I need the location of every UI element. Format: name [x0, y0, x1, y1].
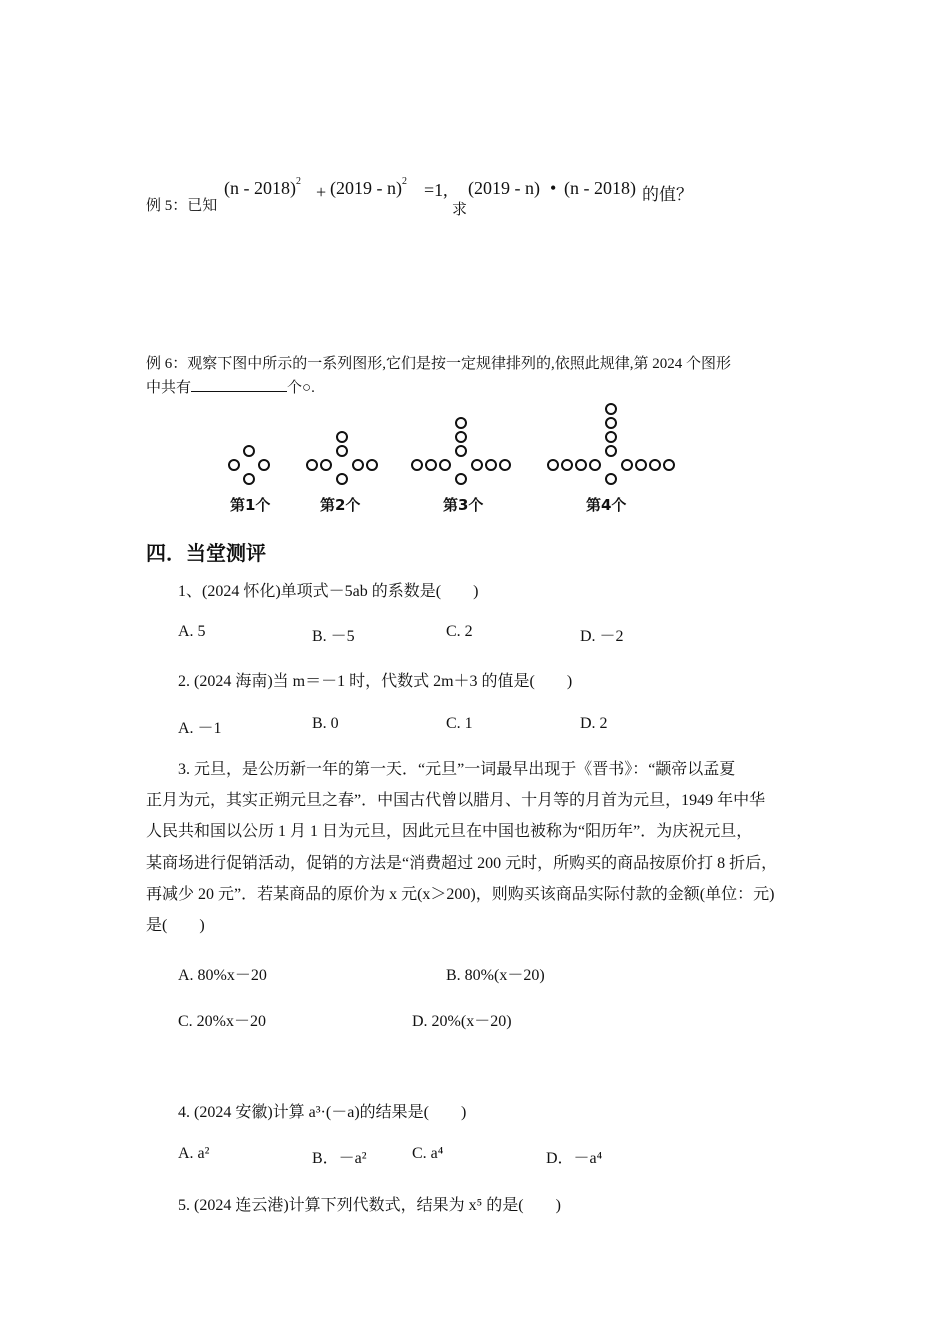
- circle: [320, 459, 332, 471]
- formula-term4: (n - 2018): [564, 178, 636, 198]
- example5-label: 例 5：已知: [146, 198, 218, 214]
- q3-option-c: C. 20%x－20: [178, 1013, 267, 1030]
- circle: [366, 459, 378, 471]
- figure-caption: 第3个: [443, 496, 484, 514]
- term1-exponent: 2: [295, 176, 301, 187]
- answer-blank: [191, 377, 287, 392]
- circle: [336, 445, 348, 457]
- circle: [649, 459, 661, 471]
- circle: [243, 445, 255, 457]
- question-3-line: 某商场进行促销活动，促销的方法是“消费超过 200 元时，所购买的商品按原价打 8 折后，: [146, 855, 778, 872]
- formula-term3: (2019 - n): [468, 178, 540, 198]
- example6-line2-post: 个○.: [287, 380, 315, 396]
- circle: [499, 459, 511, 471]
- question-3-line: 正月为元，其实正朔元旦之春”．中国古代曾以腊月、十月等的月首为元旦，1949 年中华: [146, 792, 766, 809]
- formula-term1: [224, 178, 301, 199]
- q2-option-d: D. 2: [580, 715, 608, 732]
- question-5: 5. (2024 连云港)计算下列代数式，结果为 x⁵ 的是( ): [178, 1197, 561, 1214]
- q4-option-b: B．－a²: [312, 1150, 367, 1167]
- example5: [146, 176, 706, 216]
- circle: [589, 459, 601, 471]
- question-4: 4. (2024 安徽)计算 a³·(－a)的结果是( ): [178, 1104, 467, 1121]
- circle: [605, 445, 617, 457]
- circle: [352, 459, 364, 471]
- circle: [258, 459, 270, 471]
- circle: [635, 459, 647, 471]
- question-3-line: 是( ): [146, 917, 205, 934]
- question-3-line: 人民共和国以公历 1 月 1 日为元旦，因此元旦在中国也被称为“阳历年”．为庆祝元旦，: [146, 823, 753, 840]
- circle: [621, 459, 633, 471]
- term2-base: (2019 - n): [330, 178, 402, 198]
- example5-tail: 的值？: [642, 185, 693, 204]
- ask-label: 求: [452, 202, 468, 218]
- q2-option-c: C. 1: [446, 715, 473, 732]
- circle: [663, 459, 675, 471]
- q1-option-d: D. －2: [580, 628, 624, 645]
- circle: [411, 459, 423, 471]
- circle: [605, 431, 617, 443]
- figure-caption: 第1个: [230, 496, 271, 514]
- dot-operator: •: [550, 178, 557, 198]
- q4-option-a: A. a²: [178, 1145, 210, 1162]
- q3-option-a: A. 80%x－20: [178, 967, 267, 984]
- circle: [547, 459, 559, 471]
- q4-option-c: C. a⁴: [412, 1145, 444, 1162]
- plus-sign: +: [316, 182, 327, 202]
- question-1: 1、(2024 怀化)单项式－5ab 的系数是( ): [178, 583, 479, 600]
- q4-option-d: D．－a⁴: [546, 1150, 603, 1167]
- section-title: 四．当堂测评: [146, 541, 266, 565]
- q1-option-b: B. －5: [312, 628, 355, 645]
- q2-option-a: A. －1: [178, 720, 222, 737]
- question-2: 2. (2024 海南)当 m＝－1 时，代数式 2m＋3 的值是( ): [178, 673, 573, 690]
- circle: [336, 473, 348, 485]
- figure-caption: 第2个: [320, 496, 361, 514]
- circle: [439, 459, 451, 471]
- circle: [455, 473, 467, 485]
- term2-exponent: 2: [401, 176, 407, 187]
- circle: [575, 459, 587, 471]
- circle: [561, 459, 573, 471]
- q2-option-b: B. 0: [312, 715, 339, 732]
- term1-base: (n - 2018): [224, 178, 296, 198]
- circle: [455, 417, 467, 429]
- formula-term2: [330, 178, 407, 199]
- circle: [336, 431, 348, 443]
- circle: [471, 459, 483, 471]
- example6-line2-pre: 中共有: [146, 380, 192, 396]
- circle: [605, 403, 617, 415]
- circle: [425, 459, 437, 471]
- q3-option-d: D. 20%(x－20): [412, 1013, 512, 1030]
- question-3-line: 3. 元旦，是公历新一年的第一天．“元旦”一词最早出现于《晋书》：“颛帝以孟夏: [178, 761, 736, 778]
- equals-one: =1,: [424, 180, 448, 200]
- q1-option-a: A. 5: [178, 623, 206, 640]
- circle: [605, 473, 617, 485]
- figure-caption: 第4个: [586, 496, 627, 514]
- circle: [228, 459, 240, 471]
- circle: [485, 459, 497, 471]
- example6-line1: 例 6：观察下图中所示的一系列图形,它们是按一定规律排列的,依照此规律,第 2024 个图形: [146, 356, 732, 372]
- circle: [605, 417, 617, 429]
- circle: [243, 473, 255, 485]
- circle: [455, 431, 467, 443]
- circle-pattern-figure: [0, 398, 950, 518]
- circle: [455, 445, 467, 457]
- q1-option-c: C. 2: [446, 623, 473, 640]
- q3-option-b: B. 80%(x－20): [446, 967, 545, 984]
- circle: [306, 459, 318, 471]
- example6-line2: [146, 376, 315, 397]
- question-3-line: 再减少 20 元”．若某商品的原价为 x 元(x＞200)，则购买该商品实际付款的金额(单位：元): [146, 886, 775, 903]
